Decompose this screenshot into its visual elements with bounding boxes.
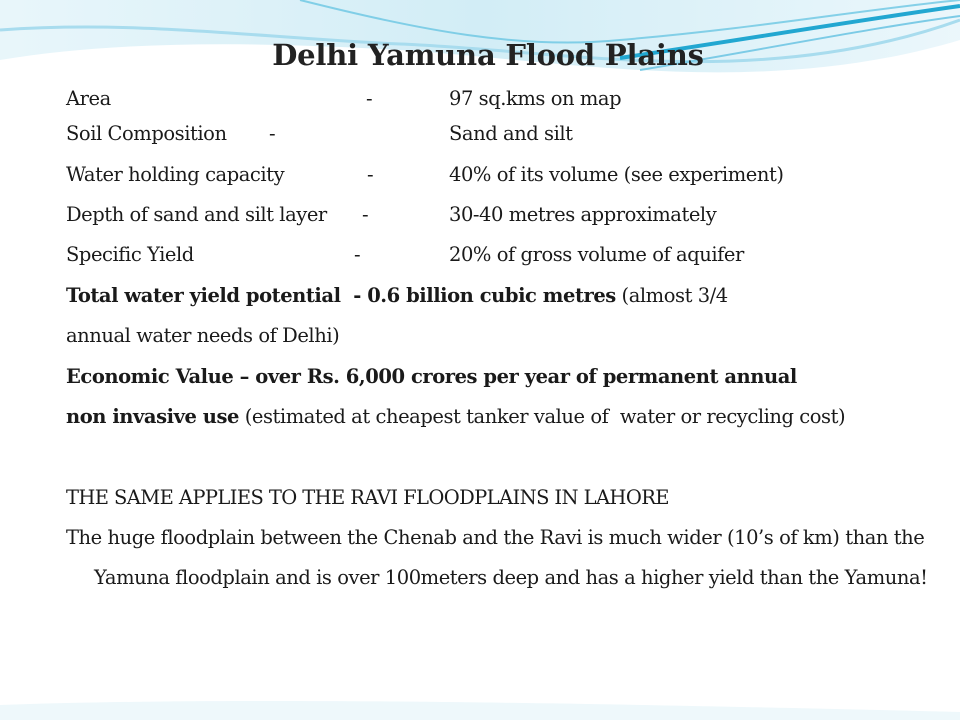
row-separator: - — [367, 163, 374, 186]
row-separator: - — [362, 203, 369, 226]
total-yield-bold: Total water yield potential - 0.6 billion cubic metres — [66, 284, 616, 307]
economic-value-line — [66, 364, 797, 390]
economic-value-line-2 — [66, 404, 845, 430]
row-value: Sand and silt — [449, 122, 573, 145]
ravi-paragraph: The huge floodplain between the Chenab and the Ravi is much wider (10’s of km) than the Yamuna floodplain and is over 100meters deep and has a higher yield than the Yamuna! — [66, 526, 928, 589]
row-label: Depth of sand and silt layer — [66, 203, 327, 226]
slide-title: Delhi Yamuna Flood Plains — [272, 38, 704, 72]
row-value: 97 sq.kms on map — [449, 87, 622, 110]
total-yield-line — [66, 283, 728, 309]
row-label: Specific Yield — [66, 243, 194, 266]
row-separator: - — [354, 243, 361, 266]
total-yield-note: (almost 3/4 — [615, 284, 728, 307]
row-value: 40% of its volume (see experiment) — [449, 163, 784, 186]
row-label: Soil Composition — [66, 122, 227, 145]
row-separator: - — [366, 87, 373, 110]
total-yield-line-2: annual water needs of Delhi) — [66, 324, 340, 347]
economic-use-bold: non invasive use — [66, 405, 239, 428]
ravi-heading: THE SAME APPLIES TO THE RAVI FLOODPLAINS IN LAHORE — [66, 486, 669, 509]
row-label: Water holding capacity — [66, 163, 285, 186]
row-value: 30-40 metres approximately — [449, 203, 717, 226]
economic-value-bold: Economic Value – over Rs. 6,000 crores per year of permanent annual — [66, 365, 797, 388]
economic-use-note: (estimated at cheapest tanker value of water or recycling cost) — [238, 405, 846, 428]
row-value: 20% of gross volume of aquifer — [449, 243, 744, 266]
row-separator: - — [269, 122, 276, 145]
row-label: Area — [66, 87, 111, 110]
